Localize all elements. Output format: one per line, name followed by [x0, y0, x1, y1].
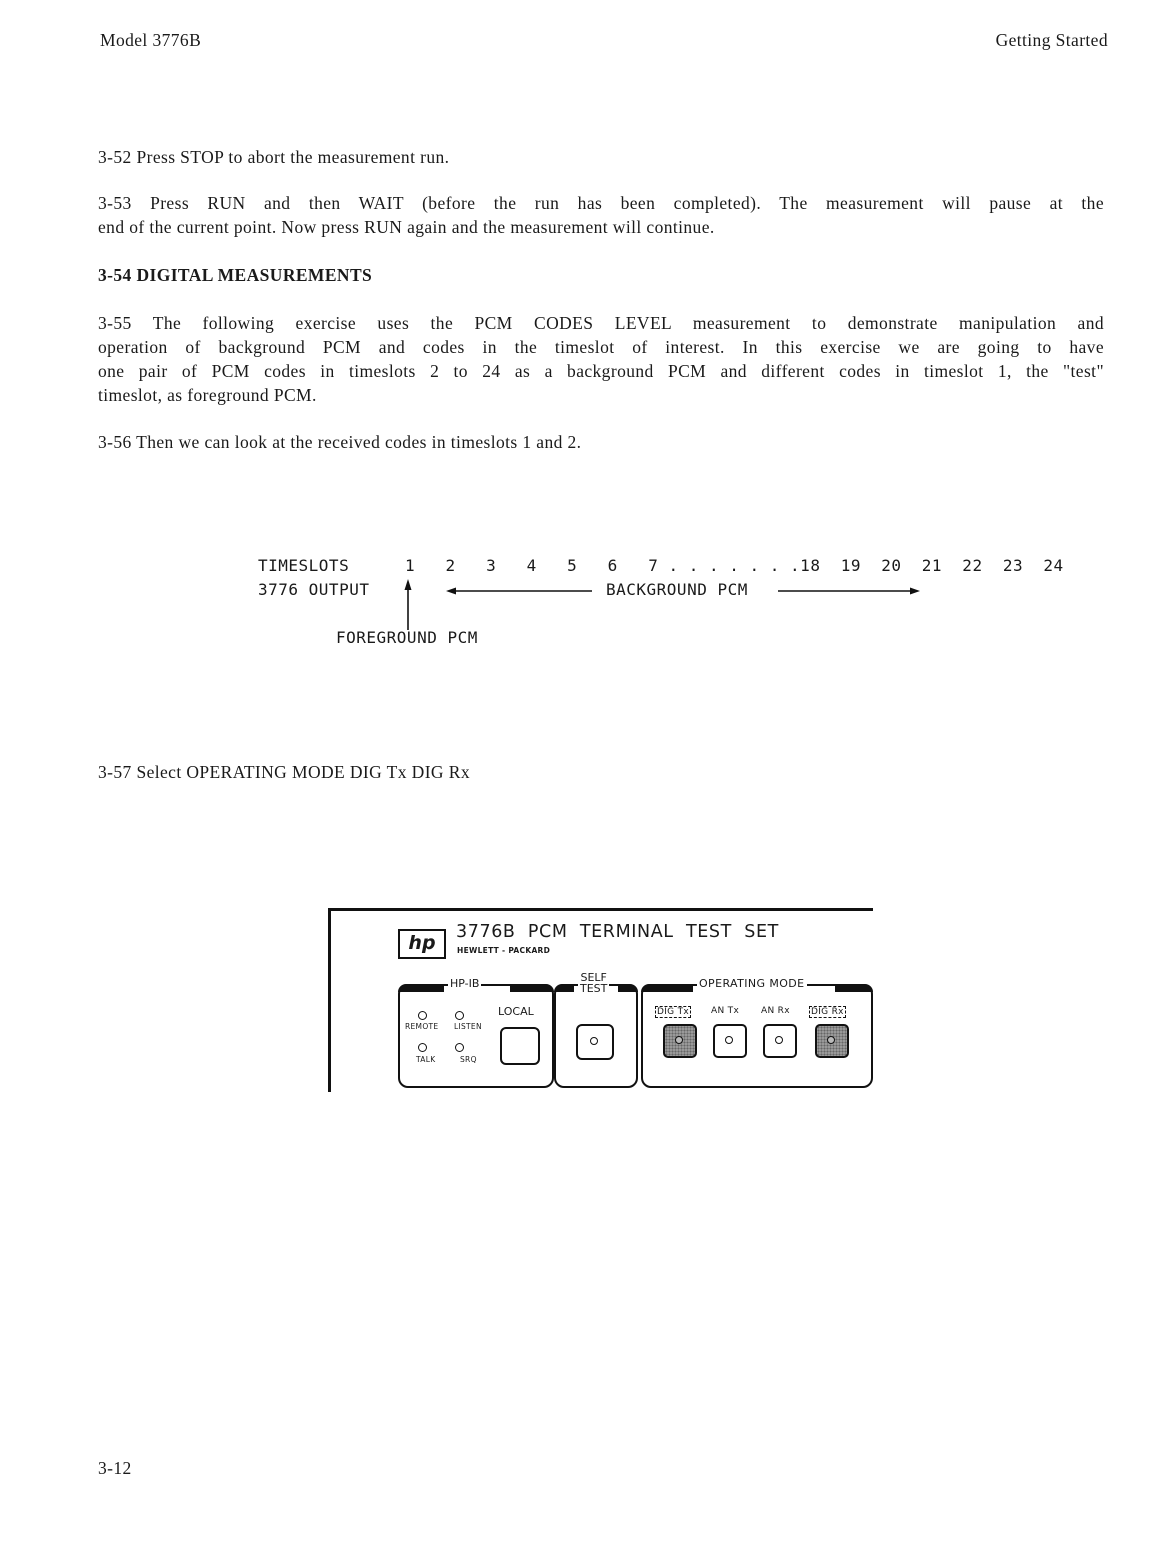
- hpib-header-bar-right: [510, 984, 554, 992]
- remote-label: REMOTE: [405, 1022, 439, 1031]
- timeslot-diagram: [0, 0, 1176, 700]
- listen-label: LISTEN: [454, 1022, 482, 1031]
- background-left-arrow-head: [446, 588, 456, 595]
- paragraph-3-55-line2: operation of background PCM and codes in the timeslot of interest. In this exercise we are going to have: [98, 337, 1104, 357]
- an-tx-button[interactable]: [713, 1024, 747, 1058]
- local-label: LOCAL: [498, 1005, 534, 1018]
- an-rx-button-dot: [775, 1036, 783, 1044]
- dig-rx-button[interactable]: [815, 1024, 849, 1058]
- self-test-header-bar-left: [554, 984, 574, 992]
- page-number: 3-12: [98, 1458, 132, 1478]
- front-panel: [328, 908, 873, 1092]
- operating-mode-group: [641, 977, 873, 1088]
- timeslots-label: TIMESLOTS: [258, 556, 350, 575]
- panel-title: 3776B PCM TERMINAL TEST SET: [456, 922, 779, 942]
- talk-indicator: [418, 1043, 427, 1052]
- section-heading-3-54: 3-54 DIGITAL MEASUREMENTS: [98, 265, 373, 285]
- hpib-group: [398, 977, 554, 1088]
- paragraph-3-57: 3-57 Select OPERATING MODE DIG Tx DIG Rx: [98, 762, 470, 782]
- self-test-label-line1: SELF: [580, 971, 607, 984]
- an-tx-button-dot: [725, 1036, 733, 1044]
- paragraph-3-56: 3-56 Then we can look at the received codes in timeslots 1 and 2.: [98, 432, 582, 452]
- header-model: Model 3776B: [100, 30, 202, 50]
- panel-top-border: [328, 908, 873, 911]
- paragraph-3-55-line1: 3-55 The following exercise uses the PCM CODES LEVEL measurement to demonstrate manipulation and: [98, 313, 1104, 333]
- hp-logo: hp: [398, 929, 446, 959]
- diagram-arrows: [0, 0, 1176, 700]
- hpib-header-bar-left: [398, 984, 444, 992]
- self-test-group: [554, 971, 638, 1088]
- listen-indicator: [455, 1011, 464, 1020]
- header-section: Getting Started: [995, 30, 1108, 50]
- srq-indicator: [455, 1043, 464, 1052]
- foreground-pcm-label: FOREGROUND PCM: [336, 628, 478, 647]
- output-label: 3776 OUTPUT: [258, 580, 370, 599]
- paragraph-3-53-line2: end of the current point. Now press RUN again and the measurement will continue.: [98, 217, 715, 237]
- srq-label: SRQ: [460, 1055, 477, 1064]
- hpib-title: HP-IB: [450, 977, 480, 990]
- operating-mode-title: OPERATING MODE: [699, 977, 805, 990]
- foreground-arrow-head: [405, 579, 412, 590]
- operating-mode-header-bar-right: [835, 984, 873, 992]
- an-tx-label: AN Tx: [711, 1006, 740, 1016]
- remote-indicator: [418, 1011, 427, 1020]
- an-rx-label: AN Rx: [761, 1006, 790, 1016]
- self-test-label-line2: TEST: [580, 982, 608, 995]
- local-button[interactable]: [500, 1027, 540, 1065]
- dig-rx-button-dot: [827, 1036, 835, 1044]
- self-test-label: [578, 972, 609, 994]
- paragraph-3-55-line3: one pair of PCM codes in timeslots 2 to 24 as a background PCM and different codes in timeslot 1, the "test": [98, 361, 1104, 381]
- panel-left-border: [328, 908, 331, 1092]
- background-right-arrow-head: [910, 588, 920, 595]
- panel-brand: HEWLETT - PACKARD: [457, 946, 551, 955]
- talk-label: TALK: [416, 1055, 436, 1064]
- self-test-button[interactable]: [576, 1024, 614, 1060]
- operating-mode-header-bar-left: [641, 984, 693, 992]
- an-rx-button[interactable]: [763, 1024, 797, 1058]
- dig-tx-button-dot: [675, 1036, 683, 1044]
- dig-rx-label: DIG Rx: [811, 1007, 844, 1017]
- self-test-button-dot: [590, 1037, 598, 1045]
- paragraph-3-52: 3-52 Press STOP to abort the measurement run.: [98, 147, 450, 167]
- paragraph-3-53-line1: 3-53 Press RUN and then WAIT (before the run has been completed). The measurement will pause at the: [98, 193, 1104, 213]
- self-test-header-bar-right: [618, 984, 638, 992]
- dig-tx-label: DIG Tx: [657, 1007, 690, 1017]
- paragraph-3-55-line4: timeslot, as foreground PCM.: [98, 385, 317, 405]
- dig-tx-button[interactable]: [663, 1024, 697, 1058]
- timeslots-values: 1 2 3 4 5 6 7 . . . . . . .18 19 20 21 22 23 24: [405, 556, 1064, 575]
- background-pcm-label: BACKGROUND PCM: [606, 580, 748, 599]
